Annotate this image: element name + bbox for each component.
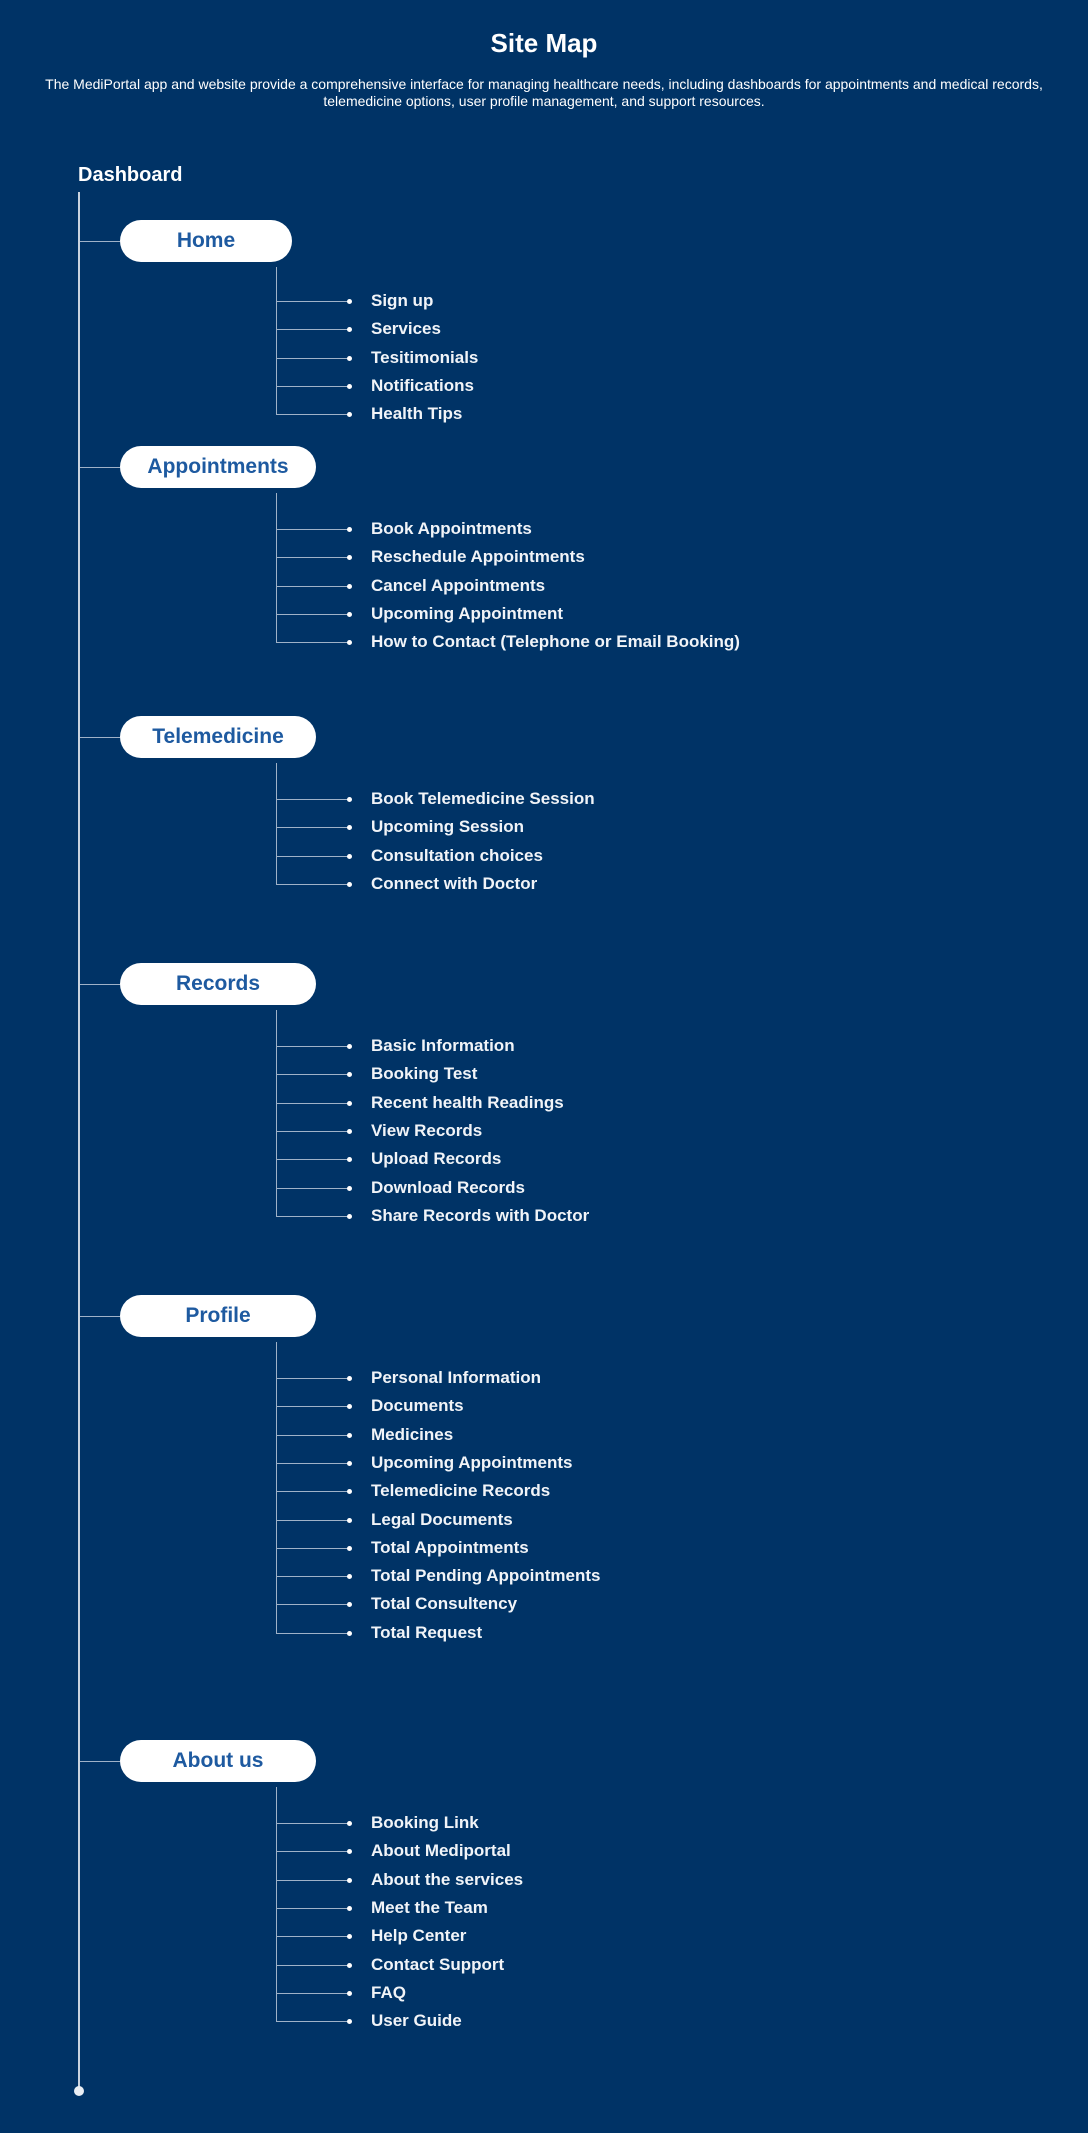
item-connector-line <box>276 414 348 415</box>
page-title: Site Map <box>490 28 598 58</box>
bullet-dot-icon <box>347 1186 352 1191</box>
sitemap-item-label[interactable]: Tesitimonials <box>371 347 479 367</box>
item-connector-line <box>276 1548 348 1549</box>
bullet-dot-icon <box>347 1489 352 1494</box>
sitemap-item-label[interactable]: Personal Information <box>371 1368 542 1387</box>
item-connector-line <box>276 1188 348 1189</box>
bullet-dot-icon <box>347 555 352 560</box>
section-telemedicine-button[interactable]: Telemedicine <box>120 716 316 758</box>
sitemap-item-label[interactable]: Upcoming Appointments <box>371 1452 573 1472</box>
item-connector-line <box>276 1880 348 1881</box>
item-connector-line <box>276 586 348 587</box>
sitemap-item-label[interactable]: Sign up <box>371 291 434 310</box>
sitemap-item-label[interactable]: Help Center <box>371 1926 467 1946</box>
sitemap-item-label[interactable]: View Records <box>371 1120 483 1140</box>
item-connector-line <box>276 529 348 530</box>
item-connector-line <box>276 1435 348 1436</box>
bullet-dot-icon <box>347 1157 352 1162</box>
bullet-dot-icon <box>347 825 352 830</box>
sitemap-item-label[interactable]: Documents <box>371 1396 464 1416</box>
sitemap-item-label[interactable]: Notifications <box>371 375 474 395</box>
subtree-line-profile <box>276 1342 277 1633</box>
item-connector-line <box>276 1604 348 1605</box>
sitemap-item-label[interactable]: Connect with Doctor <box>371 873 538 893</box>
bullet-dot-icon <box>347 1546 352 1551</box>
bullet-dot-icon <box>347 1101 352 1106</box>
sitemap-item-label[interactable]: Medicines <box>371 1424 454 1444</box>
sitemap-item-label[interactable]: Reschedule Appointments <box>371 547 585 567</box>
sitemap-item-label[interactable]: About the services <box>371 1869 524 1889</box>
bullet-dot-icon <box>347 1433 352 1438</box>
bullet-dot-icon <box>347 1631 352 1636</box>
sitemap-item-label[interactable]: Cancel Appointments <box>371 575 546 595</box>
subtree-line-telemedicine <box>276 763 277 884</box>
item-connector-line <box>276 301 348 302</box>
subtree-line-records <box>276 1010 277 1216</box>
bullet-dot-icon <box>347 1934 352 1939</box>
bullet-dot-icon <box>347 384 352 389</box>
bullet-dot-icon <box>347 299 352 304</box>
bullet-dot-icon <box>347 1072 352 1077</box>
bullet-dot-icon <box>347 584 352 589</box>
bullet-dot-icon <box>347 1602 352 1607</box>
bullet-dot-icon <box>347 1376 352 1381</box>
bullet-dot-icon <box>347 1404 352 1409</box>
item-connector-line <box>276 614 348 615</box>
branch-connector-about-us <box>80 1761 120 1762</box>
bullet-dot-icon <box>347 1821 352 1826</box>
item-connector-line <box>276 1216 348 1217</box>
branch-connector-profile <box>80 1316 120 1317</box>
branch-connector-telemedicine <box>80 737 120 738</box>
bullet-dot-icon <box>347 882 352 887</box>
branch-connector-records <box>80 984 120 985</box>
item-connector-line <box>276 386 348 387</box>
bullet-dot-icon <box>347 797 352 802</box>
item-connector-line <box>276 1965 348 1966</box>
section-home-button[interactable]: Home <box>120 220 292 262</box>
sitemap-item-label[interactable]: Recent health Readings <box>371 1092 564 1112</box>
item-connector-line <box>276 856 348 857</box>
item-connector-line <box>276 1993 348 1994</box>
section-profile-button[interactable]: Profile <box>120 1295 316 1337</box>
item-connector-line <box>276 1936 348 1937</box>
page-description: The MediPortal app and website provide a comprehensive interface for managing healthcare needs, including dashboards for appointments and medical records, telemedicine options, user profile management, and support resources. <box>45 76 1043 109</box>
bullet-dot-icon <box>347 1044 352 1049</box>
item-connector-line <box>276 799 348 800</box>
sitemap-item-label[interactable]: Book Telemedicine Session <box>371 789 595 808</box>
sitemap-item-label[interactable]: Total Appointments <box>371 1537 529 1557</box>
sitemap-item-label[interactable]: Booking Link <box>371 1813 479 1832</box>
bullet-dot-icon <box>347 1906 352 1911</box>
item-connector-line <box>276 642 348 643</box>
sitemap-item-label[interactable]: Upload Records <box>371 1149 502 1169</box>
sitemap-item-label[interactable]: Share Records with Doctor <box>371 1205 590 1225</box>
bullet-dot-icon <box>347 1878 352 1883</box>
item-connector-line <box>276 827 348 828</box>
bullet-dot-icon <box>347 1963 352 1968</box>
item-connector-line <box>276 1851 348 1852</box>
item-connector-line <box>276 1463 348 1464</box>
item-connector-line <box>276 1046 348 1047</box>
subtree-line-home <box>276 267 277 414</box>
section-about-us-button[interactable]: About us <box>120 1740 316 1782</box>
sitemap-item-label[interactable]: Booking Test <box>371 1064 478 1084</box>
bullet-dot-icon <box>347 412 352 417</box>
item-connector-line <box>276 2021 348 2022</box>
item-connector-line <box>276 1074 348 1075</box>
section-records-button[interactable]: Records <box>120 963 316 1005</box>
sitemap-item-label[interactable]: User Guide <box>371 2011 462 2031</box>
sitemap-item-label[interactable]: About Mediportal <box>371 1841 511 1861</box>
subtree-line-appointments <box>276 493 277 642</box>
bullet-dot-icon <box>347 1574 352 1579</box>
sitemap-item-label[interactable]: Total Request <box>371 1622 483 1642</box>
sitemap-item-label[interactable]: Meet the Team <box>371 1897 488 1917</box>
bullet-dot-icon <box>347 527 352 532</box>
sitemap-item-label[interactable]: Book Appointments <box>371 519 532 538</box>
bullet-dot-icon <box>347 1214 352 1219</box>
sitemap-item-label[interactable]: Services <box>371 319 441 339</box>
item-connector-line <box>276 1520 348 1521</box>
branch-connector-appointments <box>80 467 120 468</box>
bullet-dot-icon <box>347 640 352 645</box>
item-connector-line <box>276 884 348 885</box>
bullet-dot-icon <box>347 356 352 361</box>
sitemap-item-label[interactable]: Consultation choices <box>371 845 543 865</box>
item-connector-line <box>276 1823 348 1824</box>
item-connector-line <box>276 1576 348 1577</box>
sitemap-item-label[interactable]: Upcoming Session <box>371 817 525 837</box>
bullet-dot-icon <box>347 854 352 859</box>
item-connector-line <box>276 358 348 359</box>
sitemap-item-label[interactable]: Health Tips <box>371 404 463 424</box>
branch-connector-home <box>80 241 120 242</box>
bullet-dot-icon <box>347 612 352 617</box>
sitemap-item-label[interactable]: Basic Information <box>371 1036 515 1055</box>
item-connector-line <box>276 557 348 558</box>
sitemap-item-label[interactable]: How to Contact (Telephone or Email Booking) <box>371 632 740 652</box>
bullet-dot-icon <box>347 1461 352 1466</box>
sitemap-item-label[interactable]: Upcoming Appointment <box>371 603 564 623</box>
dashboard-root-label: Dashboard <box>78 164 183 186</box>
item-connector-line <box>276 1378 348 1379</box>
item-connector-line <box>276 1908 348 1909</box>
bullet-dot-icon <box>347 1849 352 1854</box>
bullet-dot-icon <box>347 2019 352 2024</box>
sitemap-item-label[interactable]: Telemedicine Records <box>371 1481 551 1501</box>
sitemap-trunk-line <box>78 192 80 2091</box>
sitemap-item-label[interactable]: Download Records <box>371 1177 525 1197</box>
item-connector-line <box>276 1159 348 1160</box>
bullet-dot-icon <box>347 1129 352 1134</box>
item-connector-line <box>276 1103 348 1104</box>
section-appointments-button[interactable]: Appointments <box>120 446 316 488</box>
item-connector-line <box>276 329 348 330</box>
sitemap-item-label[interactable]: Legal Documents <box>371 1509 513 1529</box>
item-connector-line <box>276 1491 348 1492</box>
sitemap-item-label[interactable]: FAQ <box>371 1982 406 2002</box>
sitemap-item-label[interactable]: Contact Support <box>371 1954 505 1974</box>
item-connector-line <box>276 1131 348 1132</box>
item-connector-line <box>276 1406 348 1407</box>
sitemap-item-label[interactable]: Total Consultency <box>371 1594 518 1614</box>
bullet-dot-icon <box>347 327 352 332</box>
trunk-end-dot <box>74 2086 84 2096</box>
sitemap-item-label[interactable]: Total Pending Appointments <box>371 1566 601 1586</box>
bullet-dot-icon <box>347 1991 352 1996</box>
bullet-dot-icon <box>347 1518 352 1523</box>
item-connector-line <box>276 1633 348 1634</box>
